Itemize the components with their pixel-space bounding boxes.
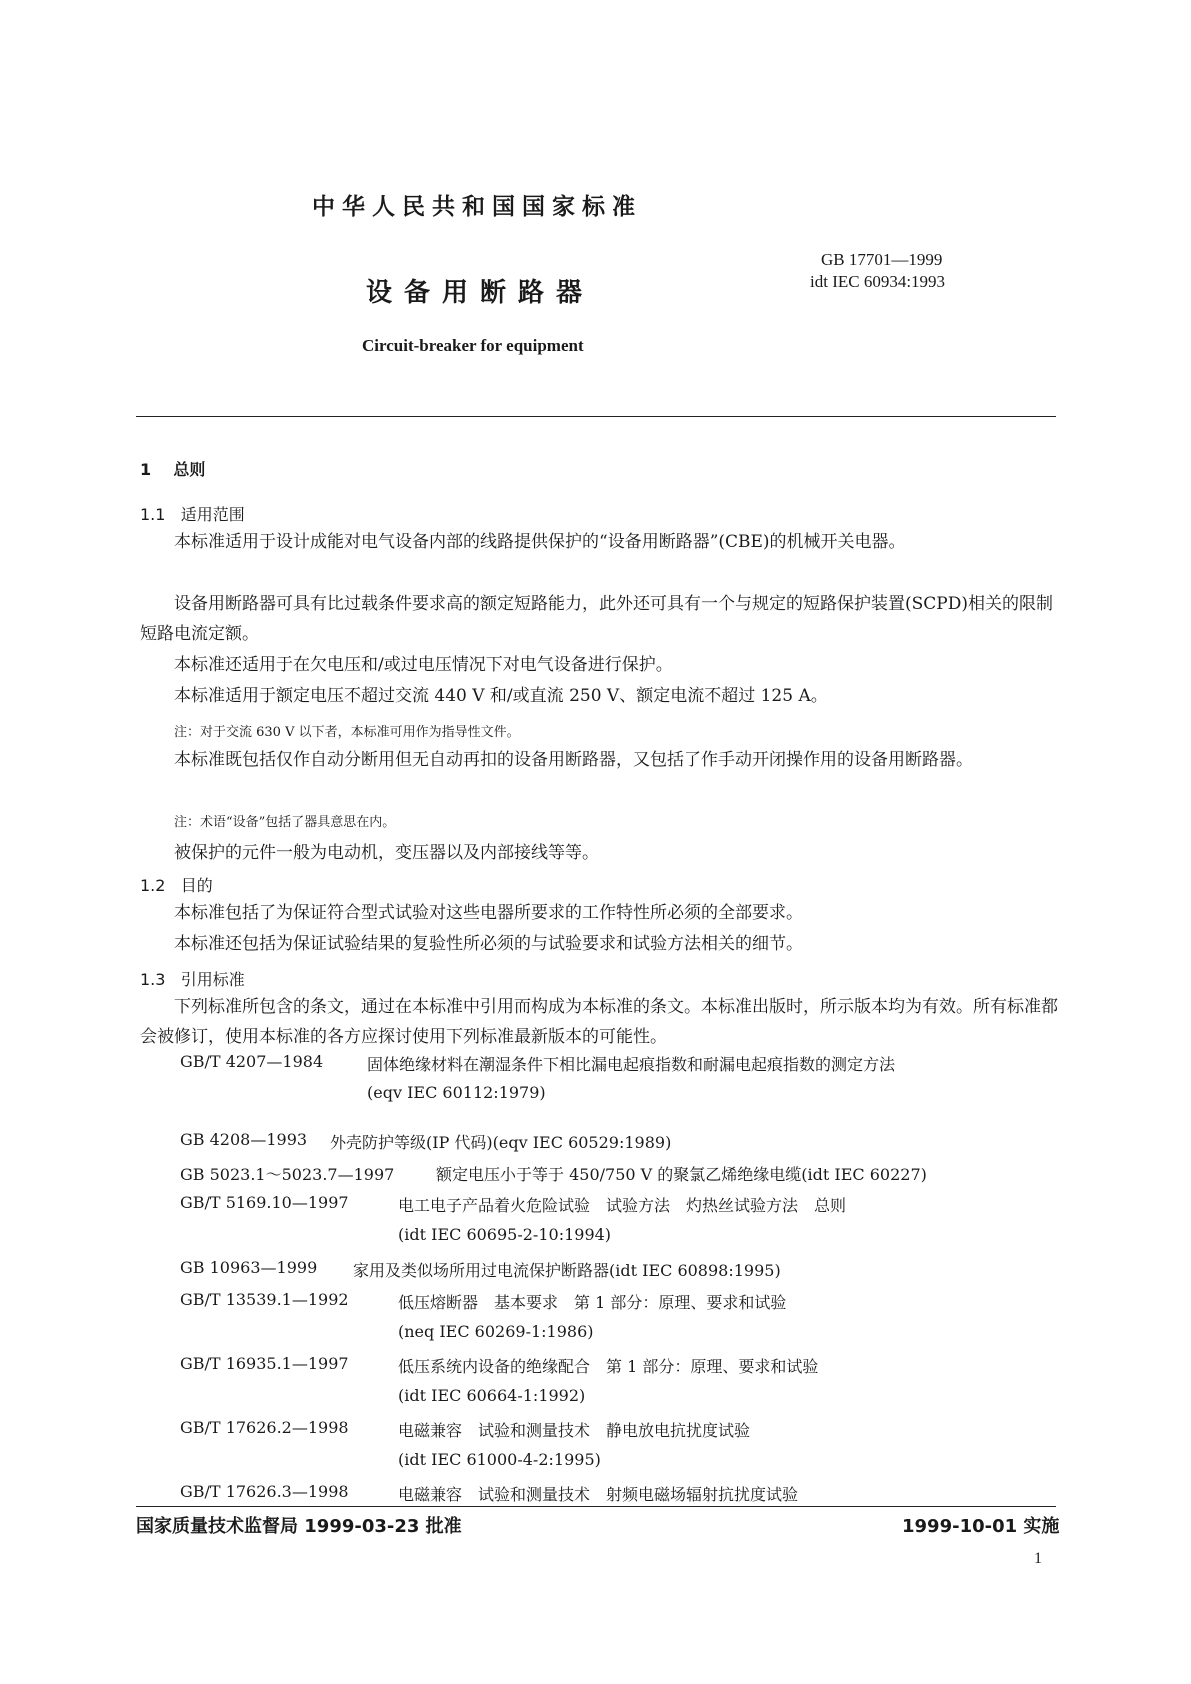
section-number: 1: [140, 460, 152, 479]
reference-code: GB/T 5169.10—1997: [180, 1193, 349, 1212]
reference-title: 固体绝缘材料在潮湿条件下相比漏电起痕指数和耐漏电起痕指数的测定方法: [367, 1055, 896, 1074]
standard-number: GB 17701—1999: [821, 250, 943, 269]
section-number: 1.1: [140, 505, 166, 524]
paragraph: 本标准既包括仅作自动分断用但无自动再扣的设备用断路器，又包括了作手动开闭操作用的设备用断路器。: [174, 750, 973, 770]
reference-title: 电工电子产品着火危险试验 试验方法 灼热丝试验方法 总则: [398, 1196, 847, 1215]
reference-code: GB 10963—1999: [180, 1258, 318, 1277]
paragraph: 本标准还适用于在欠电压和/或过电压情况下对电气设备进行保护。: [174, 655, 673, 675]
standard-idt: idt IEC 60934:1993: [810, 272, 946, 291]
section-heading-1: [140, 457, 205, 480]
section-number: 1.3: [140, 970, 166, 989]
reference-sub: (idt IEC 60695-2-10:1994): [398, 1225, 612, 1244]
reference-title: 电磁兼容 试验和测量技术 静电放电抗扰度试验: [398, 1421, 751, 1440]
reference-sub: (idt IEC 60664-1:1992): [398, 1386, 586, 1405]
document-title-en: Circuit-breaker for equipment: [362, 336, 584, 355]
footer-divider: [136, 1506, 1056, 1507]
reference-code: GB/T 16935.1—1997: [180, 1354, 349, 1373]
reference-title: 电磁兼容 试验和测量技术 射频电磁场辐射抗扰度试验: [398, 1485, 799, 1504]
reference-code: GB 4208—1993: [180, 1130, 308, 1149]
section-heading-1-3: [140, 967, 245, 990]
reference-sub: (eqv IEC 60112:1979): [367, 1083, 546, 1102]
section-title: 目的: [180, 876, 213, 895]
reference-title: 外壳防护等级(IP 代码)(eqv IEC 60529:1989): [330, 1133, 672, 1152]
paragraph: 被保护的元件一般为电动机，变压器以及内部接线等等。: [174, 843, 599, 863]
page-number: 1: [1034, 1550, 1042, 1567]
paragraph: 本标准适用于设计成能对电气设备内部的线路提供保护的“设备用断路器”(CBE)的机械开关电器。: [174, 532, 906, 552]
reference-code: GB/T 17626.2—1998: [180, 1418, 349, 1437]
reference-title: 低压熔断器 基本要求 第 1 部分：原理、要求和试验: [398, 1293, 787, 1312]
reference-code: GB 5023.1～5023.7—1997: [180, 1165, 395, 1184]
reference-code: GB/T 17626.3—1998: [180, 1482, 349, 1501]
section-title: 引用标准: [180, 970, 245, 989]
paragraph: 本标准适用于额定电压不超过交流 440 V 和/或直流 250 V、额定电流不超过 125 A。: [174, 686, 828, 706]
reference-code: GB/T 13539.1—1992: [180, 1290, 349, 1309]
paragraph: 本标准包括了为保证符合型式试验对这些电器所要求的工作特性所必须的全部要求。: [174, 903, 803, 923]
approval-date: 国家质量技术监督局 1999-03-23 批准: [136, 1516, 462, 1537]
paragraph: 下列标准所包含的条文，通过在本标准中引用而构成为本标准的条文。本标准出版时，所示版本均为有效。所有标准都会被修订，使用本标准的各方应探讨使用下列标准最新版本的可能性。: [140, 997, 1058, 1047]
document-title-cn: 设备用断路器: [366, 278, 595, 308]
reference-code: GB/T 4207—1984: [180, 1052, 324, 1071]
paragraph: 设备用断路器可具有比过载条件要求高的额定短路能力，此外还可具有一个与规定的短路保护装置(SCPD)相关的限制短路电流定额。: [140, 594, 1053, 644]
section-number: 1.2: [140, 876, 166, 895]
reference-title: 低压系统内设备的绝缘配合 第 1 部分：原理、要求和试验: [398, 1357, 819, 1376]
section-title: 适用范围: [180, 505, 245, 524]
section-heading-1-1: [140, 502, 245, 525]
section-title: 总则: [173, 460, 206, 479]
effective-date: 1999-10-01 实施: [902, 1516, 1060, 1537]
reference-title: 家用及类似场所用过电流保护断路器(idt IEC 60898:1995): [353, 1261, 781, 1280]
reference-sub: (idt IEC 61000-4-2:1995): [398, 1450, 601, 1469]
paragraph: 本标准还包括为保证试验结果的复验性所必须的与试验要求和试验方法相关的细节。: [174, 934, 803, 954]
header-divider: [136, 416, 1056, 417]
reference-sub: (neq IEC 60269-1:1986): [398, 1322, 594, 1341]
section-heading-1-2: [140, 873, 213, 896]
national-standard-title: 中华人民共和国国家标准: [312, 194, 642, 220]
reference-title: 额定电压小于等于 450/750 V 的聚氯乙烯绝缘电缆(idt IEC 60227): [436, 1165, 927, 1184]
note: 注：对于交流 630 V 以下者，本标准可用作为指导性文件。: [174, 725, 520, 740]
note: 注：术语“设备”包括了器具意思在内。: [174, 815, 396, 830]
